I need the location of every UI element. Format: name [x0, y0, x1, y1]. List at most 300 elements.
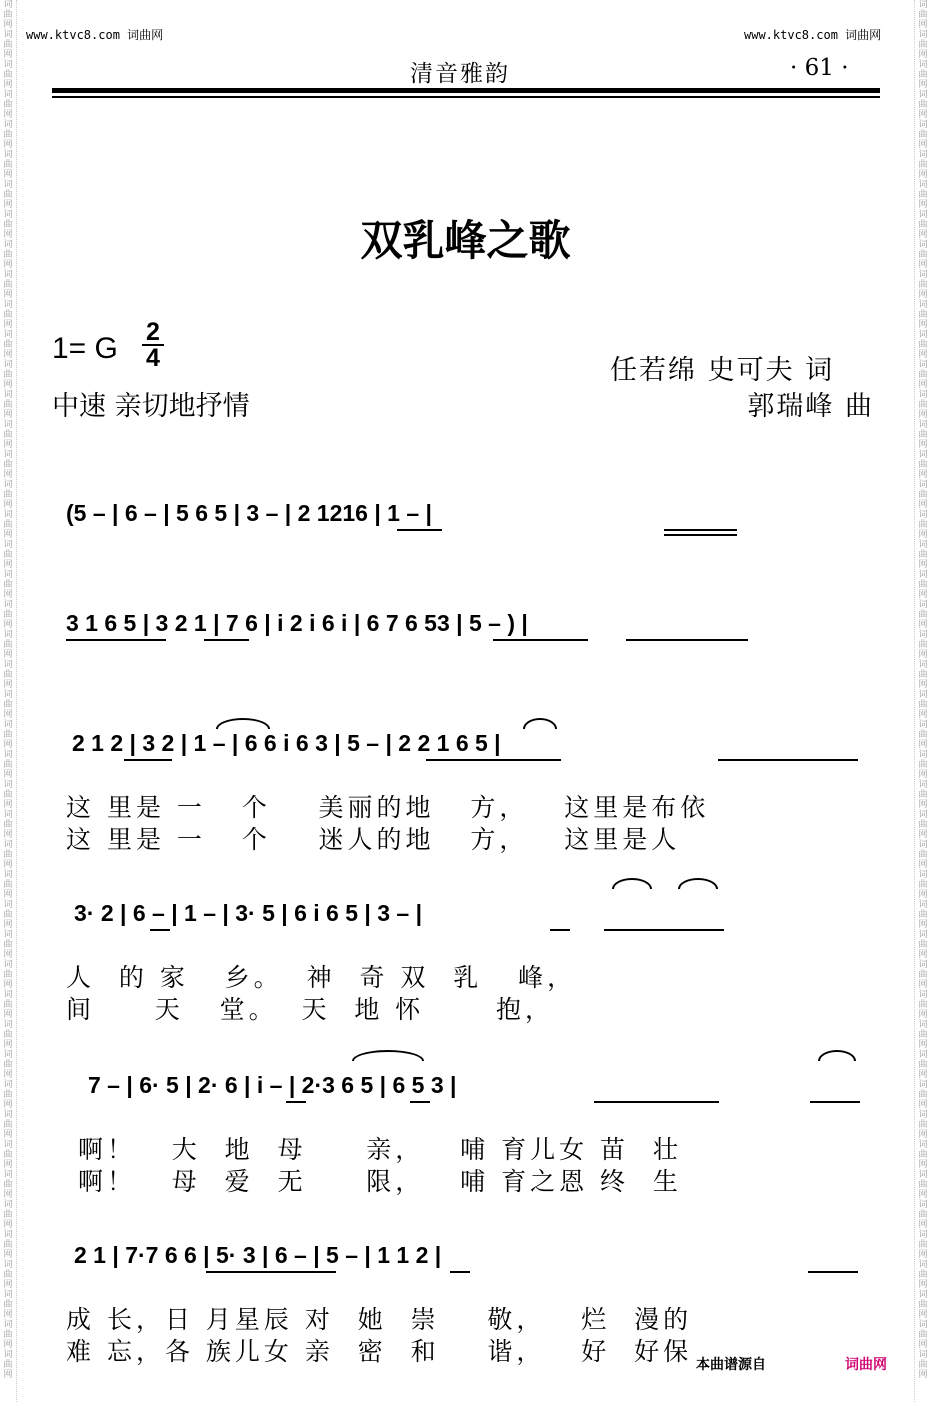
time-signature — [142, 320, 164, 370]
side-watermark-char: 曲 — [918, 520, 928, 530]
side-watermark-char: 网 — [3, 1340, 13, 1350]
side-watermark-char: 词 — [918, 330, 928, 340]
underline — [810, 1101, 860, 1103]
side-watermark-char: 曲 — [918, 790, 928, 800]
side-watermark-char: 词 — [3, 1290, 13, 1300]
side-watermark-char: 网 — [918, 80, 928, 90]
side-watermark-char: 词 — [918, 60, 928, 70]
side-watermark-char: 词 — [918, 720, 928, 730]
side-watermark-char: 曲 — [918, 820, 928, 830]
side-watermark-char: 网 — [3, 830, 13, 840]
side-watermark-char: 词 — [918, 690, 928, 700]
side-watermark-char: 网 — [918, 920, 928, 930]
side-watermark-char: 曲 — [3, 970, 13, 980]
notation-row-2: 3 1 6 5 | 3 2 1 | 7 6 | i 2 i 6 i | 6 7 6 53 | 5 – ) | — [66, 610, 528, 636]
side-watermark-char: 网 — [3, 1040, 13, 1050]
side-watermark-char: 网 — [918, 740, 928, 750]
side-watermark-char: 曲 — [918, 1150, 928, 1160]
underline — [286, 1101, 306, 1103]
side-watermark-char: 词 — [918, 810, 928, 820]
side-watermark-char: 词 — [918, 90, 928, 100]
side-watermark-char: 网 — [3, 560, 13, 570]
side-watermark-char: 曲 — [918, 910, 928, 920]
side-watermark-char: 曲 — [918, 580, 928, 590]
footer-site-link[interactable]: 词曲网 — [845, 1357, 887, 1373]
side-watermark-char: 曲 — [918, 130, 928, 140]
side-watermark-char: 词 — [918, 840, 928, 850]
side-watermark-char: 曲 — [918, 310, 928, 320]
watermark-right: www.ktvc8.com 词曲网 — [744, 28, 882, 42]
watermark-left: www.ktvc8.com 词曲网 — [26, 28, 164, 42]
side-watermark-char: 曲 — [3, 460, 13, 470]
underline — [718, 759, 858, 761]
side-watermark-char: 网 — [918, 650, 928, 660]
side-watermark-char: 曲 — [3, 910, 13, 920]
lyric-verse-2: 啊！ 母 爱 无 限， 哺 育之恩 终 生 — [66, 1167, 682, 1196]
side-watermark-char: 词 — [918, 1320, 928, 1330]
lyric-verse-2: 难 忘，各 族儿女 亲 密 和 谐， 好 好保 — [66, 1337, 693, 1366]
key-signature: 1= G — [52, 332, 118, 365]
side-watermark-char: 网 — [3, 980, 13, 990]
side-watermark-char: 词 — [918, 270, 928, 280]
side-watermark-char: 词 — [3, 1050, 13, 1060]
side-watermark-char: 曲 — [3, 490, 13, 500]
side-watermark-char: 网 — [918, 500, 928, 510]
side-watermark-char: 曲 — [918, 250, 928, 260]
side-watermark-char: 网 — [918, 260, 928, 270]
lyric-verse-2: 这 里是 一 个 迷人的地 方， 这里是人 — [66, 825, 681, 854]
side-watermark-char: 曲 — [3, 340, 13, 350]
side-watermark-char: 曲 — [918, 1180, 928, 1190]
side-watermark-char: 曲 — [918, 40, 928, 50]
side-watermark-char: 曲 — [918, 880, 928, 890]
time-signature-bottom: 4 — [146, 344, 160, 372]
underline — [204, 639, 249, 641]
underline — [594, 1101, 719, 1103]
notation-row-4: 3· 2 | 6 – | 1 – | 3· 5 | 6 i 6 5 | 3 – | — [74, 900, 423, 926]
side-watermark-char: 网 — [3, 920, 13, 930]
lyric-verse-1: 人 的 家 乡。 神 奇 双 乳 峰， — [66, 963, 577, 992]
side-watermark-char: 曲 — [918, 1000, 928, 1010]
side-watermark-char: 网 — [3, 950, 13, 960]
side-watermark-char: 曲 — [918, 940, 928, 950]
notation-row-1: (5 – | 6 – | 5 6 5 | 3 – | 2 1216 | 1 – | — [66, 500, 432, 526]
side-watermark-char: 词 — [918, 450, 928, 460]
side-watermark-char: 词 — [3, 810, 13, 820]
side-watermark-char: 网 — [918, 1070, 928, 1080]
side-watermark-char: 词 — [918, 1200, 928, 1210]
side-watermark-char: 曲 — [918, 1120, 928, 1130]
side-watermark-char: 网 — [918, 1280, 928, 1290]
side-watermark-char: 词 — [918, 1350, 928, 1360]
side-watermark-char: 网 — [3, 680, 13, 690]
side-watermark-char: 网 — [3, 1280, 13, 1290]
side-watermark-char: 网 — [3, 350, 13, 360]
side-watermark-char: 曲 — [3, 1180, 13, 1190]
side-watermark-char: 词 — [3, 720, 13, 730]
side-watermark-char: 曲 — [3, 40, 13, 50]
side-watermark-char: 曲 — [918, 430, 928, 440]
side-watermark-char: 词 — [3, 150, 13, 160]
side-watermark-char: 曲 — [918, 400, 928, 410]
side-watermark-char: 网 — [3, 1130, 13, 1140]
lyricist-credit: 任若绵 史可夫 词 — [610, 355, 835, 386]
side-watermark-char: 网 — [918, 50, 928, 60]
side-watermark-char: 词 — [918, 390, 928, 400]
side-watermark-char: 词 — [3, 480, 13, 490]
side-watermark-char: 网 — [918, 230, 928, 240]
side-watermark-char: 网 — [3, 740, 13, 750]
side-watermark-char: 网 — [918, 830, 928, 840]
side-watermark-char: 曲 — [918, 850, 928, 860]
side-watermark-char: 曲 — [3, 550, 13, 560]
book-title: 清音雅韵 — [410, 61, 510, 87]
side-watermark-char: 曲 — [918, 760, 928, 770]
side-watermark-char: 曲 — [918, 1330, 928, 1340]
side-watermark-char: 词 — [3, 0, 13, 10]
side-watermark-char: 曲 — [3, 610, 13, 620]
side-watermark-char: 词 — [3, 1320, 13, 1330]
side-watermark-char: 词 — [3, 960, 13, 970]
side-watermark-char: 网 — [3, 200, 13, 210]
side-watermark-char: 词 — [918, 360, 928, 370]
side-watermark-char: 网 — [918, 1160, 928, 1170]
side-watermark-char: 曲 — [3, 1270, 13, 1280]
side-watermark-char: 词 — [3, 1020, 13, 1030]
side-watermark-char: 曲 — [918, 160, 928, 170]
side-watermark-char: 词 — [918, 960, 928, 970]
side-watermark-char: 词 — [918, 570, 928, 580]
side-watermark-char: 网 — [918, 290, 928, 300]
side-watermark-char: 网 — [918, 20, 928, 30]
side-watermark-char: 曲 — [3, 850, 13, 860]
underline — [604, 929, 724, 931]
underline — [493, 639, 588, 641]
side-watermark-char: 曲 — [3, 1120, 13, 1130]
side-watermark-char: 词 — [3, 690, 13, 700]
side-watermark-char: 网 — [3, 170, 13, 180]
side-watermark-char: 网 — [3, 20, 13, 30]
side-watermark-char: 曲 — [918, 1360, 928, 1370]
underline — [808, 1271, 858, 1273]
underline — [450, 1271, 470, 1273]
side-watermark-char: 词 — [918, 990, 928, 1000]
side-watermark-char: 网 — [3, 260, 13, 270]
side-watermark-char: 网 — [3, 1190, 13, 1200]
lyric-verse-2: 间 天 堂。 天 地 怀 抱， — [66, 995, 554, 1024]
side-watermark-char: 曲 — [918, 640, 928, 650]
side-watermark-char: 曲 — [3, 100, 13, 110]
side-watermark-char: 曲 — [3, 1000, 13, 1010]
side-watermark-char: 词 — [3, 300, 13, 310]
side-watermark-char: 词 — [918, 240, 928, 250]
side-watermark-char: 网 — [3, 1010, 13, 1020]
side-watermark-char: 曲 — [3, 760, 13, 770]
side-watermark-char: 词 — [3, 600, 13, 610]
side-watermark-char: 网 — [918, 1010, 928, 1020]
side-watermark-char: 词 — [3, 360, 13, 370]
header-rule-thick — [52, 88, 880, 93]
side-watermark-char: 词 — [918, 1140, 928, 1150]
side-watermark-char: 词 — [3, 270, 13, 280]
side-watermark-char: 曲 — [918, 610, 928, 620]
side-watermark-char: 词 — [918, 780, 928, 790]
side-watermark-char: 网 — [918, 1220, 928, 1230]
side-watermark-char: 网 — [918, 380, 928, 390]
side-watermark-char: 曲 — [918, 730, 928, 740]
side-watermark-char: 网 — [918, 980, 928, 990]
side-watermark-char: 网 — [918, 1100, 928, 1110]
side-watermark-char: 曲 — [3, 1060, 13, 1070]
side-watermark-char: 网 — [3, 470, 13, 480]
side-watermark-char: 曲 — [3, 1210, 13, 1220]
side-watermark-char: 网 — [3, 860, 13, 870]
side-watermark-char: 网 — [918, 440, 928, 450]
side-watermark-char: 曲 — [3, 430, 13, 440]
notation-row-5: 7 – | 6· 5 | 2· 6 | i – | 2·3 6 5 | 6 5 3 | — [88, 1072, 457, 1098]
side-watermark-char: 词 — [3, 900, 13, 910]
side-watermark-char: 网 — [918, 1310, 928, 1320]
side-watermark-char: 网 — [918, 140, 928, 150]
side-watermark-char: 曲 — [918, 1240, 928, 1250]
side-watermark-char: 词 — [3, 660, 13, 670]
notation-row-6: 2 1 | 7·7 6 6 | 5· 3 | 6 – | 5 – | 1 1 2 | — [74, 1242, 442, 1268]
side-watermark-char: 词 — [3, 390, 13, 400]
side-watermark-char: 词 — [918, 30, 928, 40]
side-watermark-char: 词 — [3, 180, 13, 190]
side-watermark-char: 词 — [3, 930, 13, 940]
side-watermark-char: 曲 — [918, 1270, 928, 1280]
underline — [664, 534, 737, 536]
side-watermark-char: 词 — [3, 990, 13, 1000]
side-watermark-char: 网 — [918, 1130, 928, 1140]
side-watermark-char: 曲 — [3, 400, 13, 410]
side-watermark-char: 网 — [3, 1250, 13, 1260]
side-watermark-char: 词 — [3, 870, 13, 880]
score-row-6 — [0, 1242, 931, 1412]
side-watermark-char: 词 — [3, 780, 13, 790]
side-watermark-char: 词 — [918, 870, 928, 880]
side-watermark-char: 网 — [918, 110, 928, 120]
side-watermark-char: 曲 — [918, 340, 928, 350]
side-watermark-char: 网 — [3, 80, 13, 90]
side-watermark-char: 词 — [918, 930, 928, 940]
side-watermark-char: 曲 — [3, 940, 13, 950]
song-title: 双乳峰之歌 — [360, 216, 571, 265]
side-watermark-char: 曲 — [3, 820, 13, 830]
side-watermark-char: 曲 — [3, 1330, 13, 1340]
side-watermark-char: 网 — [918, 1250, 928, 1260]
side-watermark-char: 词 — [918, 420, 928, 430]
lyric-verse-1: 成 长，日 月星辰 对 她 崇 敬， 烂 漫的 — [66, 1305, 693, 1334]
side-watermark-char: 曲 — [918, 1060, 928, 1070]
side-watermark-char: 网 — [918, 770, 928, 780]
score-row-5 — [0, 1072, 931, 1242]
side-watermark-char: 曲 — [3, 130, 13, 140]
side-watermark-char: 网 — [918, 1190, 928, 1200]
side-watermark-char: 词 — [918, 1260, 928, 1270]
side-watermark-char: 词 — [3, 330, 13, 340]
notation-row-3: 2 1 2 | 3 2 | 1 – | 6 6 i 6 3 | 5 – | 2 2 1 6 5 | — [72, 730, 501, 756]
side-watermark-char: 曲 — [3, 700, 13, 710]
side-watermark-char: 曲 — [918, 1030, 928, 1040]
underline — [664, 529, 737, 531]
side-watermark-char: 网 — [3, 1100, 13, 1110]
side-watermark-char: 网 — [918, 410, 928, 420]
side-watermark-char: 网 — [918, 560, 928, 570]
side-watermark-char: 词 — [3, 1260, 13, 1270]
side-watermark-char: 曲 — [3, 1240, 13, 1250]
side-watermark-char: 曲 — [918, 490, 928, 500]
side-watermark-char: 曲 — [918, 550, 928, 560]
side-watermark-char: 曲 — [3, 670, 13, 680]
side-watermark-char: 网 — [3, 1370, 13, 1380]
underline — [124, 759, 172, 761]
side-watermark-char: 词 — [3, 450, 13, 460]
side-watermark-char: 曲 — [3, 280, 13, 290]
side-watermark-char: 词 — [3, 120, 13, 130]
side-watermark-char: 词 — [918, 1020, 928, 1030]
side-watermark-char: 词 — [3, 1230, 13, 1240]
side-watermark-char: 曲 — [918, 1300, 928, 1310]
side-watermark-char: 词 — [3, 1110, 13, 1120]
side-watermark-char: 词 — [3, 1080, 13, 1090]
underline — [150, 929, 170, 931]
side-watermark-char: 词 — [918, 0, 928, 10]
side-watermark-char: 网 — [918, 950, 928, 960]
side-watermark-char: 词 — [918, 1170, 928, 1180]
side-watermark-char: 词 — [918, 750, 928, 760]
score-row-3 — [0, 730, 931, 900]
side-watermark-char: 曲 — [3, 310, 13, 320]
side-watermark-char: 曲 — [3, 370, 13, 380]
side-watermark-char: 曲 — [3, 250, 13, 260]
side-watermark-char: 网 — [3, 1310, 13, 1320]
side-watermark-char: 曲 — [3, 70, 13, 80]
side-watermark-char: 词 — [3, 210, 13, 220]
footer-source-label: 本曲谱源自 — [696, 1357, 766, 1373]
side-watermark-char: 网 — [3, 500, 13, 510]
side-watermark-char: 词 — [3, 90, 13, 100]
side-watermark-char: 网 — [3, 590, 13, 600]
side-watermark-char: 网 — [3, 770, 13, 780]
side-watermark-char: 词 — [3, 570, 13, 580]
side-watermark-char: 曲 — [3, 580, 13, 590]
side-watermark-char: 网 — [3, 440, 13, 450]
side-watermark-char: 网 — [3, 620, 13, 630]
side-watermark-char: 词 — [918, 480, 928, 490]
side-watermark-char: 网 — [3, 1160, 13, 1170]
side-watermark-char: 网 — [918, 200, 928, 210]
side-watermark-char: 词 — [3, 840, 13, 850]
side-watermark-char: 词 — [918, 660, 928, 670]
side-watermark-char: 词 — [3, 60, 13, 70]
side-watermark-char: 网 — [918, 320, 928, 330]
side-watermark-char: 词 — [918, 1050, 928, 1060]
side-watermark-char: 曲 — [3, 1300, 13, 1310]
side-watermark-char: 网 — [3, 320, 13, 330]
side-watermark-char: 曲 — [3, 1090, 13, 1100]
side-watermark-char: 曲 — [3, 640, 13, 650]
side-watermark-char: 词 — [918, 630, 928, 640]
underline — [206, 1271, 336, 1273]
side-watermark-char: 网 — [3, 1220, 13, 1230]
side-watermark-char: 词 — [3, 540, 13, 550]
side-watermark-char: 词 — [918, 510, 928, 520]
side-watermark-char: 词 — [3, 1170, 13, 1180]
side-watermark-char: 曲 — [3, 730, 13, 740]
side-watermark-char: 曲 — [3, 220, 13, 230]
side-watermark-char: 网 — [3, 50, 13, 60]
page-number: · 61 · — [790, 55, 849, 81]
side-watermark-char: 词 — [918, 1080, 928, 1090]
side-watermark-char: 网 — [918, 530, 928, 540]
side-watermark-char: 词 — [3, 1200, 13, 1210]
time-signature-top: 2 — [146, 318, 160, 346]
side-watermark-char: 词 — [918, 120, 928, 130]
underline — [626, 639, 748, 641]
side-watermark-char: 网 — [918, 710, 928, 720]
side-watermark-char: 词 — [3, 630, 13, 640]
side-watermark-char: 网 — [3, 650, 13, 660]
side-watermark-char: 网 — [918, 890, 928, 900]
side-watermark-char: 网 — [3, 800, 13, 810]
underline — [410, 1101, 430, 1103]
side-watermark-char: 曲 — [3, 10, 13, 20]
side-watermark-char: 曲 — [3, 190, 13, 200]
side-watermark-char: 网 — [918, 170, 928, 180]
side-watermark-char: 词 — [3, 1140, 13, 1150]
side-watermark-char: 网 — [918, 470, 928, 480]
side-watermark-char: 网 — [918, 680, 928, 690]
side-watermark-char: 词 — [3, 30, 13, 40]
side-watermark-char: 曲 — [918, 70, 928, 80]
side-watermark-char: 曲 — [3, 160, 13, 170]
side-watermark-char: 曲 — [3, 1030, 13, 1040]
side-watermark-char: 网 — [3, 410, 13, 420]
side-watermark-char: 网 — [3, 710, 13, 720]
underline — [66, 639, 166, 641]
side-watermark-char: 网 — [3, 140, 13, 150]
composer-credit: 郭瑞峰 曲 — [747, 391, 874, 422]
side-watermark-char: 词 — [918, 1290, 928, 1300]
side-watermark-char: 词 — [918, 1230, 928, 1240]
side-watermark-char: 网 — [3, 290, 13, 300]
side-watermark-char: 网 — [918, 620, 928, 630]
side-watermark-char: 网 — [918, 1040, 928, 1050]
side-watermark-char: 曲 — [918, 100, 928, 110]
side-watermark-char: 曲 — [918, 10, 928, 20]
score-row-4 — [0, 900, 931, 1070]
side-watermark-char: 曲 — [918, 970, 928, 980]
side-watermark-char: 网 — [3, 530, 13, 540]
underline — [550, 929, 570, 931]
side-watermark-char: 曲 — [3, 1150, 13, 1160]
side-watermark-char: 曲 — [3, 1360, 13, 1370]
side-watermark-char: 词 — [3, 510, 13, 520]
side-watermark-char: 曲 — [3, 880, 13, 890]
tempo-marking: 中速 亲切地抒情 — [52, 391, 250, 422]
side-watermark-char: 曲 — [918, 220, 928, 230]
underline — [426, 759, 561, 761]
lyric-verse-1: 这 里是 一 个 美丽的地 方， 这里是布依 — [66, 793, 710, 822]
side-watermark-char: 网 — [918, 1370, 928, 1380]
header-rule-thin — [52, 96, 880, 98]
side-watermark-char: 词 — [918, 210, 928, 220]
side-watermark-char: 词 — [918, 180, 928, 190]
side-watermark-char: 词 — [918, 1110, 928, 1120]
side-watermark-char: 曲 — [918, 700, 928, 710]
